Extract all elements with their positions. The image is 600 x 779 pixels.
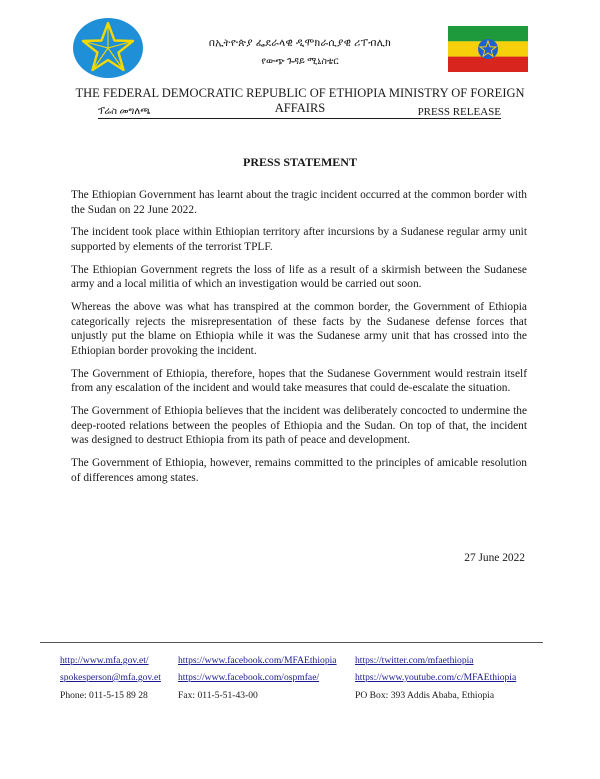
paragraph: The Ethiopian Government regrets the loss of life as a result of a skirmish between the Sudanese army and a local militia of which an investigation would be carried out soon. <box>71 263 527 291</box>
paragraph: The Government of Ethiopia believes that the incident was deliberately concocted to undermine the deep-rooted relations between the peoples of Ethiopia and the Sudan. On top of that, the incident was designed to destruct Ethiopia from its path of peace and development. <box>71 405 527 447</box>
paragraph: The Ethiopian Government has learnt about the tragic incident occurred at the common border with the Sudan on 22 June 2022. <box>71 189 527 216</box>
press-release-label: PRESS RELEASE <box>417 106 501 118</box>
paragraph: The Government of Ethiopia, therefore, hopes that the Sudanese Government would restrain itself from any escalation of the incident and would take measures that could de-escalate the situation. <box>71 367 527 395</box>
amharic-ministry-name: የውጭ ጉዳይ ሚኒስቴር <box>261 57 339 67</box>
facebook-link[interactable]: https://www.facebook.com/MFAEthiopia <box>178 655 337 666</box>
twitter-link[interactable]: https://twitter.com/mfaethiopia <box>355 655 474 666</box>
statement-body <box>71 188 527 493</box>
document-title: PRESS STATEMENT <box>243 155 357 169</box>
fax-number: Fax: 011-5-51-43-00 <box>178 690 258 701</box>
phone-number: Phone: 011-5-15 89 28 <box>60 690 148 701</box>
footer-divider <box>40 642 543 643</box>
paragraph: The Government of Ethiopia, however, remains committed to the principles of amicable resolution of differences among states. <box>71 457 527 484</box>
amharic-press-release-label: ፕሬስ መግለጫ <box>98 106 151 117</box>
website-link[interactable]: http://www.mfa.gov.et/ <box>60 655 149 666</box>
ethiopian-emblem-icon <box>71 17 145 79</box>
paragraph: The incident took place within Ethiopian territory after incursions by a Sudanese regular army unit supported by elements of the terrorist TPLF. <box>71 226 527 253</box>
header-divider <box>98 118 501 119</box>
po-box-address: PO Box: 393 Addis Ababa, Ethiopia <box>355 690 495 701</box>
ethiopian-flag-icon <box>448 26 528 72</box>
amharic-government-name: በኢትዮጵያ ፌደራላዊ ዲሞክራሲያዊ ሪፐብሊክ <box>208 38 392 49</box>
ministry-title: THE FEDERAL DEMOCRATIC REPUBLIC OF ETHIOPIA MINISTRY OF FOREIGN AFFAIRS <box>75 86 525 115</box>
statement-date: 27 June 2022 <box>464 552 525 564</box>
youtube-link[interactable]: https://www.youtube.com/c/MFAEthiopia <box>355 672 517 683</box>
facebook-ospmfae-link[interactable]: https://www.facebook.com/ospmfae/ <box>178 672 320 683</box>
email-link[interactable]: spokesperson@mfa.gov.et <box>60 672 161 683</box>
paragraph: Whereas the above was what has transpired at the common border, the Government of Ethiopia categorically rejects the misrepresentation of these facts by the Sudanese defense forces that unjustly put the blame on Ethiopia while it was the Sudanese army unit that has crossed into the Ethiopian border provoking the incident. <box>71 301 527 357</box>
